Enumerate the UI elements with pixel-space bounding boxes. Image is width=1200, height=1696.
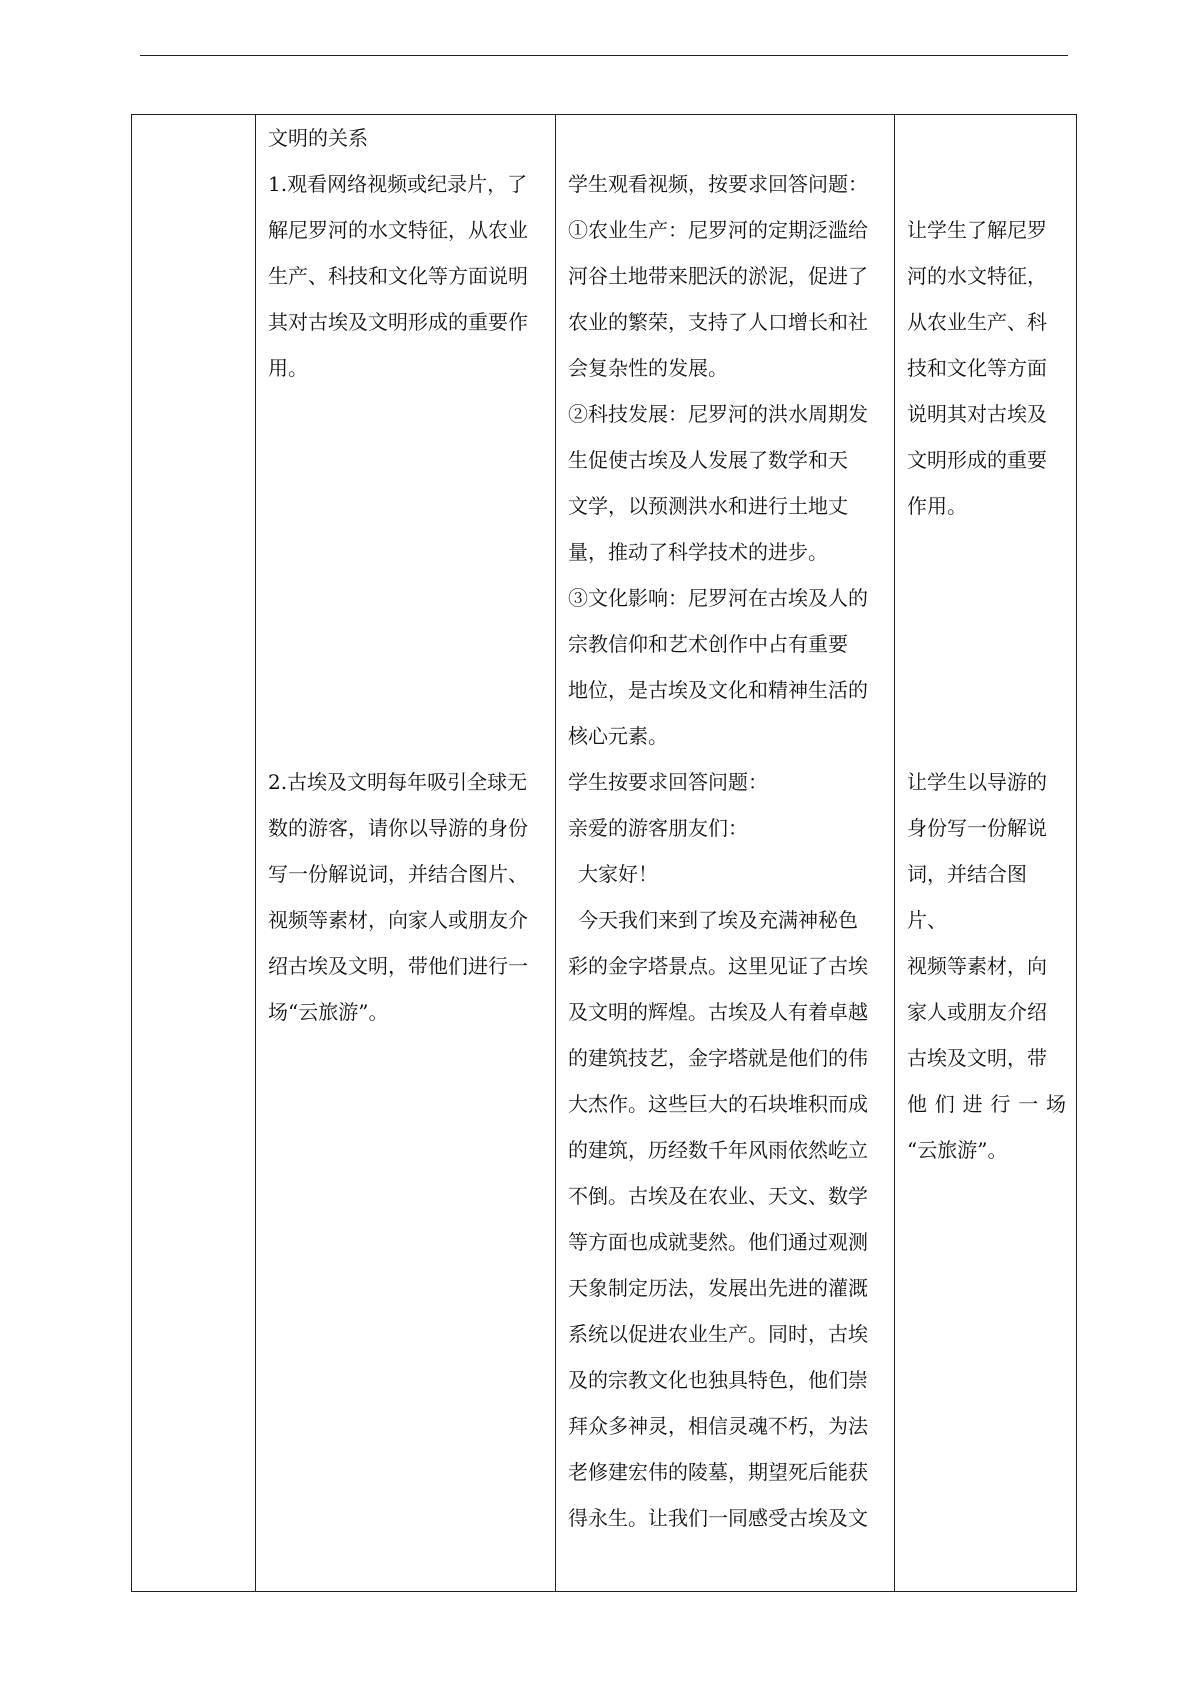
intent-1-line: 说明其对古埃及 xyxy=(907,402,1047,426)
answer-2-line: 彩的金字塔景点。这里见证了古埃 xyxy=(568,954,868,978)
answer-1 xyxy=(568,161,884,759)
answer-1-line: 农业的繁荣，支持了人口增长和社 xyxy=(568,310,868,334)
intent-1-line: 技和文化等方面 xyxy=(907,356,1047,380)
intent-2-line: 让学生以导游的 xyxy=(907,770,1047,794)
intent-1 xyxy=(907,207,1066,529)
task-1-line: 解尼罗河的水文特征，从农业 xyxy=(268,218,528,242)
spacer xyxy=(568,115,884,161)
intent-2-line: “云旅游”。 xyxy=(907,1138,1008,1162)
intent-1-line: 河的水文特征， xyxy=(907,264,1047,288)
answer-1-line: 量，推动了科学技术的进步。 xyxy=(568,540,828,564)
intent-2-line: 身份写一份解说 xyxy=(907,816,1047,840)
answer-1-line: ②科技发展：尼罗河的洪水周期发 xyxy=(568,402,868,426)
intent-2-line: 词，并结合图片、 xyxy=(907,862,1027,932)
answer-2-line: 大杰作。这些巨大的石块堆积而成 xyxy=(568,1092,868,1116)
answer-2-line: 的建筑技艺，金字塔就是他们的伟 xyxy=(568,1046,868,1070)
intent-2-line: 家人或朋友介绍 xyxy=(907,1000,1047,1024)
task-1-line: 生产、科技和文化等方面说明 xyxy=(268,264,528,288)
spacer xyxy=(268,391,545,759)
answer-2-line: 的建筑，历经数千年风雨依然屹立 xyxy=(568,1138,868,1162)
intent-1-line: 让学生了解尼罗 xyxy=(907,218,1047,242)
answer-2-line: 等方面也成就斐然。他们通过观测 xyxy=(568,1230,868,1254)
answer-2-line: 不倒。古埃及在农业、天文、数学 xyxy=(568,1184,868,1208)
answer-1-line: 核心元素。 xyxy=(568,724,668,748)
intent-1-line: 从农业生产、科 xyxy=(907,310,1047,334)
header-rule xyxy=(140,55,1068,56)
answer-2-line: 系统以促进农业生产。同时，古埃 xyxy=(568,1322,868,1346)
intent-2 xyxy=(907,759,1066,1173)
teacher-activity-cell xyxy=(256,115,556,1592)
table-row xyxy=(132,115,1077,1592)
task-2-line: 场“云旅游”。 xyxy=(268,1000,389,1024)
answer-2-line: 今天我们来到了埃及充满神秘色 xyxy=(578,908,858,932)
answer-2 xyxy=(568,759,884,1541)
continuation-text: 文明的关系 xyxy=(268,126,368,150)
answer-1-line: 学生观看视频，按要求回答问题： xyxy=(568,172,868,196)
intent-2-line: 视频等素材，向 xyxy=(907,954,1047,978)
spacer xyxy=(907,115,1066,207)
answer-2-line: 大家好！ xyxy=(578,862,658,886)
task-1-line: 用。 xyxy=(268,356,308,380)
intent-2-line: 他们进行一场 xyxy=(907,1092,1066,1116)
task-2-line: 视频等素材，向家人或朋友介 xyxy=(268,908,528,932)
answer-1-line: 会复杂性的发展。 xyxy=(568,356,728,380)
answer-1-line: 地位，是古埃及文化和精神生活的 xyxy=(568,678,868,702)
answer-1-line: 宗教信仰和艺术创作中占有重要 xyxy=(568,632,848,656)
answer-2-line: 及文明的辉煌。古埃及人有着卓越 xyxy=(568,1000,868,1024)
task-2-line: 写一份解说词，并结合图片、 xyxy=(268,862,528,886)
answer-1-line: ③文化影响：尼罗河在古埃及人的 xyxy=(568,586,868,610)
spacer xyxy=(907,529,1066,759)
answer-2-line: 亲爱的游客朋友们： xyxy=(568,816,748,840)
intent-1-line: 文明形成的重要 xyxy=(907,448,1047,472)
stage-cell xyxy=(132,115,256,1592)
intent-1-line: 作用。 xyxy=(907,494,967,518)
student-activity-cell xyxy=(556,115,895,1592)
task-2-line: 绍古埃及文明，带他们进行一 xyxy=(268,954,528,978)
design-intent-cell xyxy=(895,115,1077,1592)
task-2-line: 2.古埃及文明每年吸引全球无 xyxy=(268,770,528,794)
answer-2-line: 学生按要求回答问题： xyxy=(568,770,768,794)
answer-2-line: 老修建宏伟的陵墓，期望死后能获 xyxy=(568,1460,868,1484)
answer-1-line: 文学，以预测洪水和进行土地丈 xyxy=(568,494,848,518)
answer-1-line: 河谷土地带来肥沃的淤泥，促进了 xyxy=(568,264,868,288)
answer-2-line: 拜众多神灵，相信灵魂不朽，为法 xyxy=(568,1414,868,1438)
task-1-line: 其对古埃及文明形成的重要作 xyxy=(268,310,528,334)
task-1 xyxy=(268,161,545,391)
answer-1-line: ①农业生产：尼罗河的定期泛滥给 xyxy=(568,218,868,242)
intent-2-line: 古埃及文明，带 xyxy=(907,1046,1047,1070)
answer-2-line: 天象制定历法，发展出先进的灌溉 xyxy=(568,1276,868,1300)
task-1-line: 1.观看网络视频或纪录片，了 xyxy=(268,172,528,196)
answer-2-line: 得永生。让我们一同感受古埃及文 xyxy=(568,1506,868,1530)
answer-2-line: 及的宗教文化也独具特色，他们崇 xyxy=(568,1368,868,1392)
answer-1-line: 生促使古埃及人发展了数学和天 xyxy=(568,448,848,472)
task-2-line: 数的游客，请你以导游的身份 xyxy=(268,816,528,840)
task-2 xyxy=(268,759,545,1035)
lesson-table xyxy=(131,114,1077,1592)
